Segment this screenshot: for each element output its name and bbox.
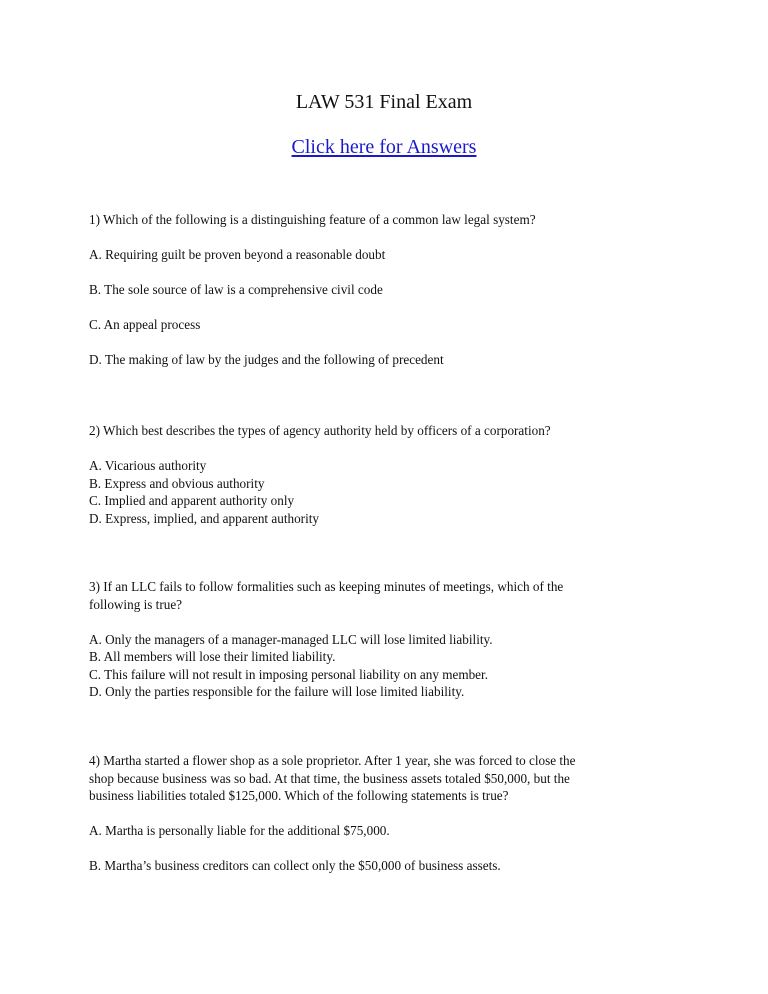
answer-option-c: C. This failure will not result in imposing personal liability on any member. <box>89 666 488 682</box>
answer-option-b: B. The sole source of law is a comprehensive civil code <box>89 282 383 297</box>
question-2 <box>89 422 689 527</box>
answer-option-d: D. Express, implied, and apparent authority <box>89 510 319 526</box>
answer-option-c: C. Implied and apparent authority only <box>89 493 295 508</box>
answers-link-container <box>0 135 768 159</box>
answers-link[interactable]: Click here for Answers <box>291 136 477 158</box>
question-prompt-line-2: following is true? <box>89 596 183 612</box>
answer-option-d: D. The making of law by the judges and the following of precedent <box>89 352 444 367</box>
answer-option-a: A. Only the managers of a manager-managed LLC will lose limited liability. <box>89 631 493 647</box>
answer-option-a: A. Vicarious authority <box>89 458 207 473</box>
question-1 <box>89 211 689 369</box>
answer-option-b: B. All members will lose their limited liability. <box>89 649 336 664</box>
question-3 <box>89 578 689 701</box>
question-prompt: 2) Which best describes the types of agency authority held by officers of a corporation? <box>89 423 551 438</box>
question-4 <box>89 752 689 875</box>
answer-option-d: D. Only the parties responsible for the failure will lose limited liability. <box>89 684 465 699</box>
answer-option-a: A. Requiring guilt be proven beyond a reasonable doubt <box>89 247 386 262</box>
question-prompt: 1) Which of the following is a distinguishing feature of a common law legal system? <box>89 212 536 227</box>
answer-option-a: A. Martha is personally liable for the additional $75,000. <box>89 823 390 838</box>
answer-option-b: B. Martha’s business creditors can collect only the $50,000 of business assets. <box>89 858 501 873</box>
page-title: LAW 531 Final Exam <box>295 91 473 113</box>
question-prompt-line-1: 3) If an LLC fails to follow formalities such as keeping minutes of meetings, which of the <box>89 579 564 594</box>
question-prompt-line-2: shop because business was so bad. At that time, the business assets totaled $50,000, but the <box>89 770 570 786</box>
answer-option-b: B. Express and obvious authority <box>89 475 265 491</box>
question-prompt-line-3: business liabilities totaled $125,000. Which of the following statements is true? <box>89 788 509 803</box>
question-prompt-line-1: 4) Martha started a flower shop as a sole proprietor. After 1 year, she was forced to close the <box>89 753 576 768</box>
answer-option-c: C. An appeal process <box>89 317 201 332</box>
